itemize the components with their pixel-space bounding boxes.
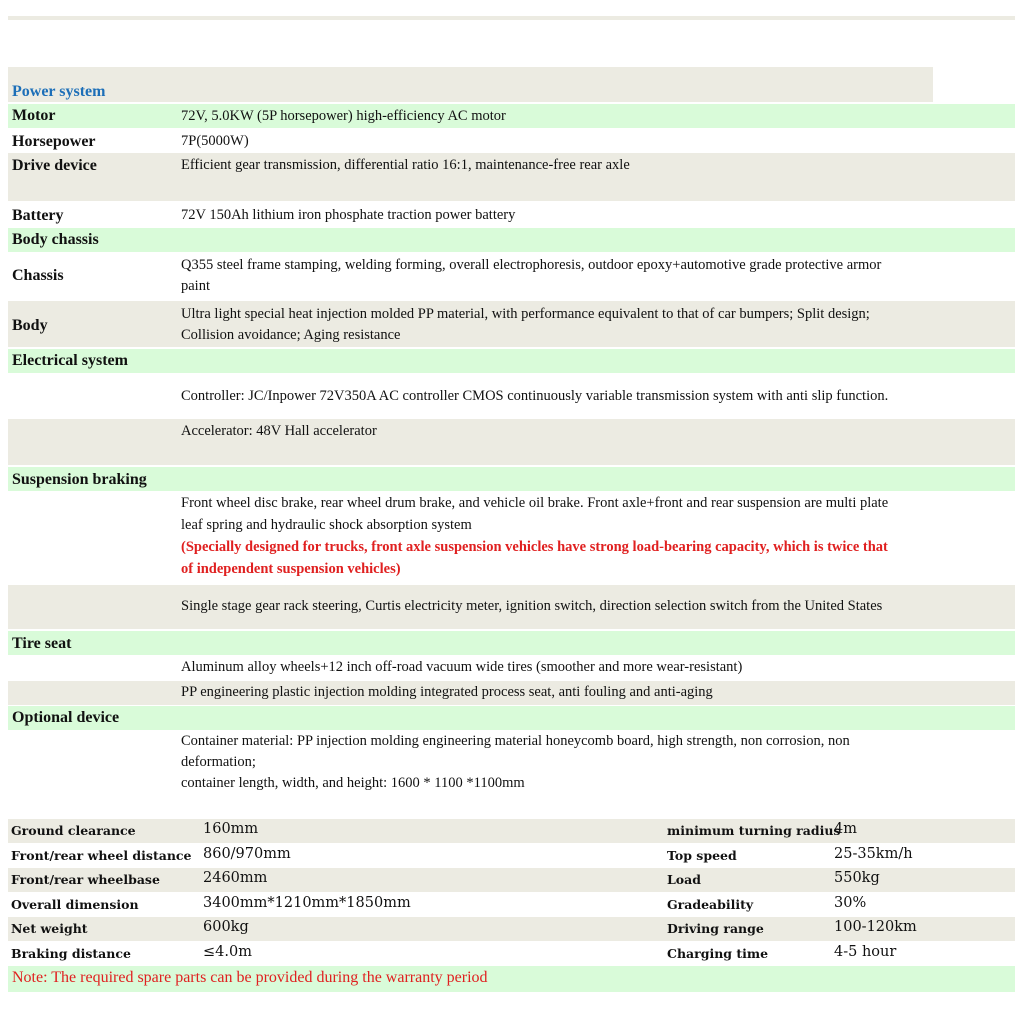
spec-value-left: 600kg (203, 919, 249, 935)
spec-label-left: Front/rear wheelbase (11, 872, 160, 887)
optional-device-row (8, 706, 1015, 730)
brake-line-1: Front wheel disc brake, rear wheel drum brake, and vehicle oil brake. Front axle+front and rear suspension are multi plate (181, 495, 889, 511)
spec-value-right: 550kg (834, 870, 880, 886)
body-row (8, 301, 1015, 347)
drive-label: Drive device (12, 157, 97, 174)
brake-row (8, 492, 1015, 584)
brake-highlight-1: (Specially designed for trucks, front axle suspension vehicles have strong load-bearing capacity, which is twice that (181, 539, 888, 555)
top-border (8, 16, 1015, 20)
spec-label-right: Load (667, 872, 701, 887)
wheels-row (8, 656, 1015, 680)
suspension-braking-heading: Suspension braking (12, 471, 147, 488)
battery-value: 72V 150Ah lithium iron phosphate traction power battery (181, 207, 516, 223)
body-line-1: Ultra light special heat injection molded PP material, with performance equivalent to that of car bumpers; Split design; (181, 306, 870, 322)
container-line-1: Container material: PP injection molding engineering material honeycomb board, high strength, non corrosion, non (181, 733, 850, 749)
body-value (181, 304, 1007, 346)
horsepower-value: 7P(5000W) (181, 133, 249, 149)
spec-label-right: Charging time (667, 946, 769, 961)
spec-value-left: 860/970mm (203, 846, 291, 862)
chassis-line-2: paint (181, 278, 210, 294)
spec-label-right: Gradeability (667, 897, 754, 912)
body-line-2: Collision avoidance; Aging resistance (181, 327, 401, 343)
spec-row (8, 868, 1015, 892)
brake-line-2: leaf spring and hydraulic shock absorption system (181, 517, 472, 533)
accelerator-row (8, 419, 1015, 465)
electrical-system-heading: Electrical system (12, 352, 128, 369)
optional-device-heading: Optional device (12, 709, 120, 726)
spec-value-right: 4-5 hour (834, 944, 897, 960)
spec-label-left: Ground clearance (11, 823, 136, 838)
spec-label-left: Overall dimension (11, 897, 139, 912)
spec-value-right: 4m (834, 821, 857, 837)
body-label: Body (12, 317, 48, 334)
spec-value-right: 100-120km (834, 919, 917, 935)
spec-row (8, 942, 1015, 966)
seat-row (8, 681, 1015, 705)
spec-row (8, 844, 1015, 868)
spec-value-right: 25-35km/h (834, 846, 913, 862)
container-row (8, 731, 1015, 797)
steering-row (8, 585, 1015, 629)
chassis-row (8, 253, 1015, 299)
controller-row (8, 374, 1015, 418)
battery-label: Battery (12, 207, 64, 224)
drive-row (8, 153, 1015, 201)
chassis-value (181, 255, 1007, 297)
power-system-heading: Power system (12, 83, 106, 100)
controller-value: Controller: JC/Inpower 72V350A AC controller CMOS continuously variable transmission system with anti slip function. (181, 388, 889, 404)
spec-row (8, 819, 1015, 843)
note-row (8, 966, 1015, 992)
tire-seat-row (8, 631, 1015, 655)
container-value (181, 731, 1007, 794)
spec-value-left: 160mm (203, 821, 259, 837)
accelerator-value: Accelerator: 48V Hall accelerator (181, 423, 377, 439)
drive-value: Efficient gear transmission, differential ratio 16:1, maintenance-free rear axle (181, 157, 630, 173)
horsepower-label: Horsepower (12, 133, 96, 150)
spec-value-left: 2460mm (203, 870, 268, 886)
motor-value: 72V, 5.0KW (5P horsepower) high-efficiency AC motor (181, 108, 506, 124)
steering-value: Single stage gear rack steering, Curtis electricity meter, ignition switch, direction selection switch from the United States (181, 598, 883, 614)
body-chassis-heading: Body chassis (12, 231, 99, 248)
wheels-value: Aluminum alloy wheels+12 inch off-road vacuum wide tires (smoother and more wear-resistant) (181, 659, 743, 675)
spec-label-right: Top speed (667, 848, 737, 863)
container-line-3: container length, width, and height: 1600 * 1100 *1100mm (181, 775, 525, 791)
suspension-braking-row (8, 467, 1015, 491)
motor-label: Motor (12, 107, 56, 124)
spec-row (8, 917, 1015, 941)
battery-row (8, 203, 1015, 227)
spec-label-left: Front/rear wheel distance (11, 848, 192, 863)
warranty-note: Note: The required spare parts can be provided during the warranty period (12, 969, 488, 986)
spec-row (8, 893, 1015, 917)
tire-seat-heading: Tire seat (12, 635, 72, 652)
spec-label-right: Driving range (667, 921, 764, 936)
spec-label-left: Net weight (11, 921, 88, 936)
power-system-row (8, 67, 933, 102)
spec-value-right: 30% (834, 895, 867, 911)
spec-value-left: ≤4.0m (203, 944, 252, 960)
spec-label-right: minimum turning radius (667, 823, 841, 838)
spec-value-left: 3400mm*1210mm*1850mm (203, 895, 411, 911)
chassis-label: Chassis (12, 267, 64, 284)
horsepower-row (8, 129, 1015, 153)
spec-label-left: Braking distance (11, 946, 131, 961)
brake-value (181, 492, 1007, 580)
seat-value: PP engineering plastic injection molding integrated process seat, anti fouling and anti-aging (181, 684, 713, 700)
container-line-2: deformation; (181, 754, 256, 770)
body-chassis-row (8, 228, 1015, 252)
motor-row (8, 104, 1015, 128)
brake-highlight-2: of independent suspension vehicles) (181, 561, 401, 577)
electrical-system-row (8, 349, 1015, 373)
chassis-line-1: Q355 steel frame stamping, welding forming, overall electrophoresis, outdoor epoxy+automotive grade protective armor (181, 257, 882, 273)
